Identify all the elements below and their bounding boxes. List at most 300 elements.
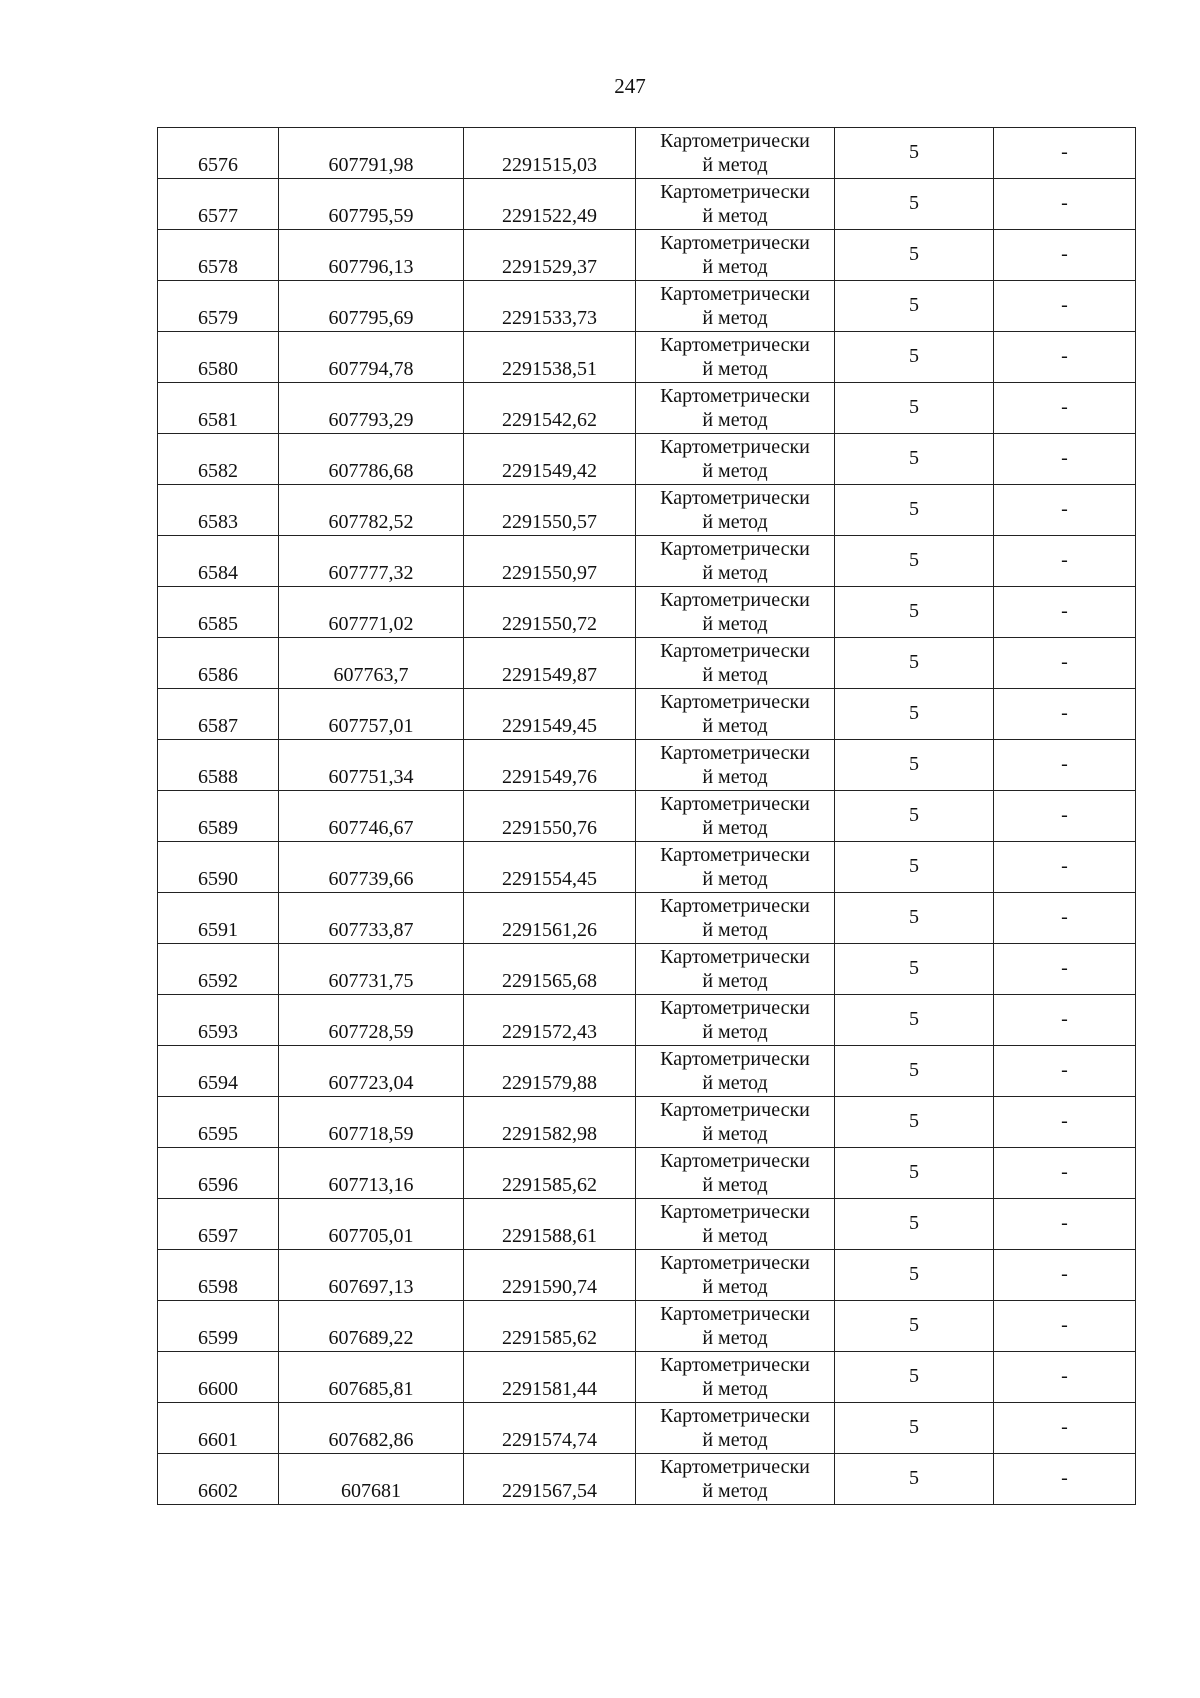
description-text: - xyxy=(1061,1467,1068,1489)
coordinate-x-text: 607771,02 xyxy=(328,613,414,635)
coordinate-y-cell xyxy=(464,944,636,995)
coordinate-x-cell xyxy=(279,842,464,893)
table-row xyxy=(158,281,1136,332)
coordinate-x-cell xyxy=(279,1403,464,1454)
method-text-line: Картометрически xyxy=(660,1048,810,1070)
accuracy-text: 5 xyxy=(909,1212,919,1234)
method-text-line: Картометрически xyxy=(660,946,810,968)
table-row xyxy=(158,230,1136,281)
method-text-line: Картометрически xyxy=(660,640,810,662)
coordinate-y-cell xyxy=(464,1250,636,1301)
point-number-text: 6597 xyxy=(198,1225,238,1247)
coordinate-y-text: 2291579,88 xyxy=(502,1072,597,1094)
description-text: - xyxy=(1061,1110,1068,1132)
accuracy-text: 5 xyxy=(909,1416,919,1438)
description-cell xyxy=(994,536,1136,587)
point-number-cell xyxy=(158,893,279,944)
coordinate-x-cell xyxy=(279,1454,464,1505)
method-text-line: Картометрически xyxy=(660,181,810,203)
method-cell xyxy=(636,638,835,689)
method-cell xyxy=(636,1097,835,1148)
point-number-cell xyxy=(158,536,279,587)
description-cell xyxy=(994,1199,1136,1250)
coordinate-y-text: 2291550,57 xyxy=(502,511,597,533)
description-cell xyxy=(994,230,1136,281)
method-cell xyxy=(636,1301,835,1352)
description-cell xyxy=(994,332,1136,383)
coordinate-y-cell xyxy=(464,842,636,893)
method-text-line: Картометрически xyxy=(660,436,810,458)
coordinate-x-text: 607751,34 xyxy=(328,766,414,788)
description-cell xyxy=(994,179,1136,230)
method-text-line: й метод xyxy=(702,613,768,635)
accuracy-cell xyxy=(835,1097,994,1148)
accuracy-text: 5 xyxy=(909,1110,919,1132)
coordinate-y-text: 2291582,98 xyxy=(502,1123,597,1145)
coordinate-x-cell xyxy=(279,740,464,791)
description-cell xyxy=(994,1046,1136,1097)
description-cell xyxy=(994,1403,1136,1454)
method-text-line: й метод xyxy=(702,409,768,431)
coordinate-y-cell xyxy=(464,1097,636,1148)
point-number-cell xyxy=(158,842,279,893)
coordinate-x-text: 607731,75 xyxy=(328,970,414,992)
accuracy-cell xyxy=(835,893,994,944)
description-text: - xyxy=(1061,1365,1068,1387)
method-text-line: Картометрически xyxy=(660,844,810,866)
point-number-cell xyxy=(158,587,279,638)
coordinate-y-cell xyxy=(464,587,636,638)
coordinate-y-text: 2291549,87 xyxy=(502,664,597,686)
accuracy-cell xyxy=(835,179,994,230)
accuracy-text: 5 xyxy=(909,753,919,775)
accuracy-cell xyxy=(835,383,994,434)
page-number: 247 xyxy=(614,74,646,98)
point-number-cell xyxy=(158,1454,279,1505)
coordinate-x-text: 607739,66 xyxy=(328,868,414,890)
description-text: - xyxy=(1061,702,1068,724)
accuracy-cell xyxy=(835,1403,994,1454)
accuracy-cell xyxy=(835,842,994,893)
point-number-cell xyxy=(158,281,279,332)
coordinate-x-text: 607796,13 xyxy=(328,256,414,278)
point-number-cell xyxy=(158,128,279,179)
coordinate-x-text: 607685,81 xyxy=(328,1378,414,1400)
coordinate-y-text: 2291581,44 xyxy=(502,1378,597,1400)
coordinate-y-cell xyxy=(464,1148,636,1199)
coordinate-y-text: 2291567,54 xyxy=(502,1480,597,1502)
table-row xyxy=(158,1148,1136,1199)
coordinate-y-text: 2291561,26 xyxy=(502,919,597,941)
method-text-line: й метод xyxy=(702,1480,768,1502)
coordinate-x-text: 607682,86 xyxy=(328,1429,414,1451)
description-cell xyxy=(994,1454,1136,1505)
description-text: - xyxy=(1061,294,1068,316)
point-number-cell xyxy=(158,179,279,230)
coordinate-x-cell xyxy=(279,434,464,485)
point-number-text: 6582 xyxy=(198,460,238,482)
point-number-text: 6593 xyxy=(198,1021,238,1043)
coordinate-x-cell xyxy=(279,587,464,638)
coordinate-y-text: 2291590,74 xyxy=(502,1276,597,1298)
method-cell xyxy=(636,1403,835,1454)
coordinate-y-cell xyxy=(464,383,636,434)
accuracy-cell xyxy=(835,1250,994,1301)
coordinate-x-text: 607794,78 xyxy=(328,358,414,380)
accuracy-text: 5 xyxy=(909,243,919,265)
coordinate-y-cell xyxy=(464,1301,636,1352)
table-row xyxy=(158,383,1136,434)
table-row xyxy=(158,791,1136,842)
method-text-line: Картометрически xyxy=(660,1201,810,1223)
description-text: - xyxy=(1061,1161,1068,1183)
accuracy-text: 5 xyxy=(909,855,919,877)
accuracy-cell xyxy=(835,740,994,791)
coordinate-y-text: 2291529,37 xyxy=(502,256,597,278)
method-cell xyxy=(636,740,835,791)
description-cell xyxy=(994,638,1136,689)
method-text-line: й метод xyxy=(702,205,768,227)
coordinate-y-text: 2291538,51 xyxy=(502,358,597,380)
description-text: - xyxy=(1061,1314,1068,1336)
coordinate-x-cell xyxy=(279,230,464,281)
accuracy-text: 5 xyxy=(909,345,919,367)
accuracy-cell xyxy=(835,638,994,689)
coordinate-y-text: 2291533,73 xyxy=(502,307,597,329)
description-text: - xyxy=(1061,192,1068,214)
accuracy-cell xyxy=(835,944,994,995)
coordinate-y-cell xyxy=(464,332,636,383)
method-cell xyxy=(636,230,835,281)
coordinate-y-cell xyxy=(464,740,636,791)
coordinate-y-cell xyxy=(464,791,636,842)
point-number-text: 6602 xyxy=(198,1480,238,1502)
accuracy-cell xyxy=(835,1352,994,1403)
point-number-text: 6581 xyxy=(198,409,238,431)
description-cell xyxy=(994,1148,1136,1199)
coordinate-y-cell xyxy=(464,1454,636,1505)
point-number-cell xyxy=(158,1148,279,1199)
coordinate-y-text: 2291522,49 xyxy=(502,205,597,227)
method-text-line: й метод xyxy=(702,1327,768,1349)
coordinate-x-cell xyxy=(279,383,464,434)
description-text: - xyxy=(1061,1008,1068,1030)
coordinate-y-cell xyxy=(464,995,636,1046)
coordinate-x-cell xyxy=(279,536,464,587)
coordinate-x-text: 607746,67 xyxy=(328,817,414,839)
method-cell xyxy=(636,791,835,842)
point-number-text: 6585 xyxy=(198,613,238,635)
coordinate-y-cell xyxy=(464,638,636,689)
point-number-cell xyxy=(158,230,279,281)
description-text: - xyxy=(1061,906,1068,928)
table-row xyxy=(158,179,1136,230)
table-row xyxy=(158,1250,1136,1301)
coordinate-y-text: 2291515,03 xyxy=(502,154,597,176)
method-text-line: Картометрически xyxy=(660,691,810,713)
description-text: - xyxy=(1061,1212,1068,1234)
coordinate-x-cell xyxy=(279,1250,464,1301)
method-text-line: й метод xyxy=(702,970,768,992)
method-text-line: й метод xyxy=(702,664,768,686)
accuracy-cell xyxy=(835,995,994,1046)
description-cell xyxy=(994,485,1136,536)
point-number-text: 6599 xyxy=(198,1327,238,1349)
method-text-line: й метод xyxy=(702,1429,768,1451)
point-number-text: 6577 xyxy=(198,205,238,227)
table-row xyxy=(158,740,1136,791)
method-text-line: Картометрически xyxy=(660,1303,810,1325)
point-number-cell xyxy=(158,434,279,485)
coordinate-y-text: 2291585,62 xyxy=(502,1327,597,1349)
method-text-line: й метод xyxy=(702,1072,768,1094)
description-text: - xyxy=(1061,243,1068,265)
accuracy-cell xyxy=(835,1454,994,1505)
accuracy-text: 5 xyxy=(909,651,919,673)
accuracy-text: 5 xyxy=(909,1467,919,1489)
method-text-line: Картометрически xyxy=(660,232,810,254)
coordinate-x-cell xyxy=(279,995,464,1046)
description-text: - xyxy=(1061,345,1068,367)
coordinate-x-cell xyxy=(279,1046,464,1097)
method-text-line: Картометрически xyxy=(660,742,810,764)
method-cell xyxy=(636,1046,835,1097)
coordinate-x-cell xyxy=(279,791,464,842)
description-cell xyxy=(994,1301,1136,1352)
table-row xyxy=(158,893,1136,944)
method-text-line: й метод xyxy=(702,715,768,737)
coordinate-x-cell xyxy=(279,1352,464,1403)
method-text-line: й метод xyxy=(702,1021,768,1043)
table-row xyxy=(158,587,1136,638)
description-cell xyxy=(994,740,1136,791)
method-cell xyxy=(636,689,835,740)
accuracy-text: 5 xyxy=(909,1314,919,1336)
method-text-line: й метод xyxy=(702,766,768,788)
method-text-line: й метод xyxy=(702,256,768,278)
description-text: - xyxy=(1061,1059,1068,1081)
method-cell xyxy=(636,536,835,587)
coordinate-x-text: 607786,68 xyxy=(328,460,414,482)
table-row xyxy=(158,128,1136,179)
description-text: - xyxy=(1061,1263,1068,1285)
accuracy-text: 5 xyxy=(909,906,919,928)
accuracy-cell xyxy=(835,1148,994,1199)
method-text-line: Картометрически xyxy=(660,283,810,305)
accuracy-cell xyxy=(835,689,994,740)
table-row xyxy=(158,332,1136,383)
point-number-cell xyxy=(158,944,279,995)
method-text-line: й метод xyxy=(702,1123,768,1145)
coordinate-x-cell xyxy=(279,1148,464,1199)
point-number-text: 6592 xyxy=(198,970,238,992)
accuracy-cell xyxy=(835,128,994,179)
point-number-cell xyxy=(158,1250,279,1301)
point-number-text: 6587 xyxy=(198,715,238,737)
point-number-text: 6580 xyxy=(198,358,238,380)
description-text: - xyxy=(1061,600,1068,622)
method-cell xyxy=(636,1352,835,1403)
method-text-line: й метод xyxy=(702,307,768,329)
coordinate-x-cell xyxy=(279,281,464,332)
coordinate-x-cell xyxy=(279,893,464,944)
method-text-line: й метод xyxy=(702,460,768,482)
coordinate-x-text: 607689,22 xyxy=(328,1327,414,1349)
method-cell xyxy=(636,944,835,995)
method-cell xyxy=(636,1199,835,1250)
method-text-line: й метод xyxy=(702,1276,768,1298)
coordinate-y-cell xyxy=(464,1046,636,1097)
description-cell xyxy=(994,944,1136,995)
coordinate-x-text: 607795,69 xyxy=(328,307,414,329)
point-number-text: 6584 xyxy=(198,562,238,584)
coordinate-x-text: 607782,52 xyxy=(328,511,414,533)
accuracy-cell xyxy=(835,281,994,332)
table-row xyxy=(158,1097,1136,1148)
coordinate-y-text: 2291588,61 xyxy=(502,1225,597,1247)
point-number-text: 6596 xyxy=(198,1174,238,1196)
accuracy-cell xyxy=(835,1046,994,1097)
description-text: - xyxy=(1061,447,1068,469)
description-text: - xyxy=(1061,396,1068,418)
description-cell xyxy=(994,434,1136,485)
table-row xyxy=(158,1352,1136,1403)
method-text-line: Картометрически xyxy=(660,487,810,509)
coordinate-x-text: 607728,59 xyxy=(328,1021,414,1043)
coordinate-x-text: 607718,59 xyxy=(328,1123,414,1145)
coordinate-y-text: 2291542,62 xyxy=(502,409,597,431)
coordinate-y-text: 2291549,42 xyxy=(502,460,597,482)
coordinate-x-text: 607733,87 xyxy=(328,919,414,941)
accuracy-cell xyxy=(835,536,994,587)
description-text: - xyxy=(1061,804,1068,826)
table-row xyxy=(158,1454,1136,1505)
description-text: - xyxy=(1061,141,1068,163)
coordinate-x-cell xyxy=(279,1301,464,1352)
method-cell xyxy=(636,1454,835,1505)
point-number-text: 6598 xyxy=(198,1276,238,1298)
method-cell xyxy=(636,995,835,1046)
coordinate-y-cell xyxy=(464,179,636,230)
description-text: - xyxy=(1061,957,1068,979)
accuracy-text: 5 xyxy=(909,1263,919,1285)
method-cell xyxy=(636,842,835,893)
method-cell xyxy=(636,281,835,332)
coordinate-y-text: 2291550,97 xyxy=(502,562,597,584)
coordinate-x-text: 607791,98 xyxy=(328,154,414,176)
coordinate-y-text: 2291549,76 xyxy=(502,766,597,788)
point-number-cell xyxy=(158,485,279,536)
method-text-line: Картометрически xyxy=(660,385,810,407)
table-row xyxy=(158,434,1136,485)
accuracy-cell xyxy=(835,1199,994,1250)
coordinate-x-text: 607763,7 xyxy=(333,664,409,686)
coordinate-x-cell xyxy=(279,689,464,740)
point-number-text: 6579 xyxy=(198,307,238,329)
accuracy-text: 5 xyxy=(909,1161,919,1183)
method-cell xyxy=(636,434,835,485)
method-text-line: Картометрически xyxy=(660,997,810,1019)
point-number-text: 6594 xyxy=(198,1072,238,1094)
method-cell xyxy=(636,128,835,179)
coordinate-x-cell xyxy=(279,1199,464,1250)
description-text: - xyxy=(1061,549,1068,571)
table-row xyxy=(158,638,1136,689)
method-text-line: Картометрически xyxy=(660,1456,810,1478)
table-row xyxy=(158,944,1136,995)
method-text-line: й метод xyxy=(702,358,768,380)
method-text-line: й метод xyxy=(702,1225,768,1247)
coordinate-y-text: 2291554,45 xyxy=(502,868,597,890)
point-number-text: 6589 xyxy=(198,817,238,839)
point-number-cell xyxy=(158,332,279,383)
description-cell xyxy=(994,587,1136,638)
description-text: - xyxy=(1061,651,1068,673)
point-number-cell xyxy=(158,1301,279,1352)
coordinate-x-cell xyxy=(279,485,464,536)
method-text-line: Картометрически xyxy=(660,1405,810,1427)
method-cell xyxy=(636,1148,835,1199)
point-number-cell xyxy=(158,1403,279,1454)
coordinate-y-cell xyxy=(464,1403,636,1454)
point-number-text: 6576 xyxy=(198,154,238,176)
point-number-cell xyxy=(158,1097,279,1148)
table-row xyxy=(158,842,1136,893)
accuracy-text: 5 xyxy=(909,804,919,826)
coordinate-x-cell xyxy=(279,332,464,383)
coordinate-x-text: 607795,59 xyxy=(328,205,414,227)
accuracy-text: 5 xyxy=(909,1008,919,1030)
method-text-line: Картометрически xyxy=(660,793,810,815)
table-row xyxy=(158,995,1136,1046)
point-number-text: 6591 xyxy=(198,919,238,941)
table-row xyxy=(158,1301,1136,1352)
accuracy-text: 5 xyxy=(909,192,919,214)
description-cell xyxy=(994,791,1136,842)
coordinate-x-text: 607777,32 xyxy=(328,562,414,584)
coordinate-y-cell xyxy=(464,281,636,332)
method-text-line: Картометрически xyxy=(660,130,810,152)
table-row xyxy=(158,536,1136,587)
coordinate-y-cell xyxy=(464,128,636,179)
accuracy-text: 5 xyxy=(909,702,919,724)
method-cell xyxy=(636,383,835,434)
description-text: - xyxy=(1061,855,1068,877)
description-text: - xyxy=(1061,498,1068,520)
accuracy-text: 5 xyxy=(909,600,919,622)
coordinate-y-cell xyxy=(464,485,636,536)
description-cell xyxy=(994,1250,1136,1301)
coordinate-x-text: 607713,16 xyxy=(328,1174,414,1196)
coordinate-y-text: 2291585,62 xyxy=(502,1174,597,1196)
method-text-line: й метод xyxy=(702,817,768,839)
point-number-cell xyxy=(158,995,279,1046)
point-number-cell xyxy=(158,740,279,791)
method-text-line: й метод xyxy=(702,868,768,890)
point-number-text: 6578 xyxy=(198,256,238,278)
table-row xyxy=(158,689,1136,740)
accuracy-cell xyxy=(835,332,994,383)
accuracy-cell xyxy=(835,434,994,485)
method-text-line: Картометрически xyxy=(660,538,810,560)
coordinate-y-cell xyxy=(464,893,636,944)
description-cell xyxy=(994,1352,1136,1403)
point-number-text: 6590 xyxy=(198,868,238,890)
method-cell xyxy=(636,179,835,230)
coordinate-y-cell xyxy=(464,1199,636,1250)
description-cell xyxy=(994,1097,1136,1148)
method-text-line: й метод xyxy=(702,1174,768,1196)
